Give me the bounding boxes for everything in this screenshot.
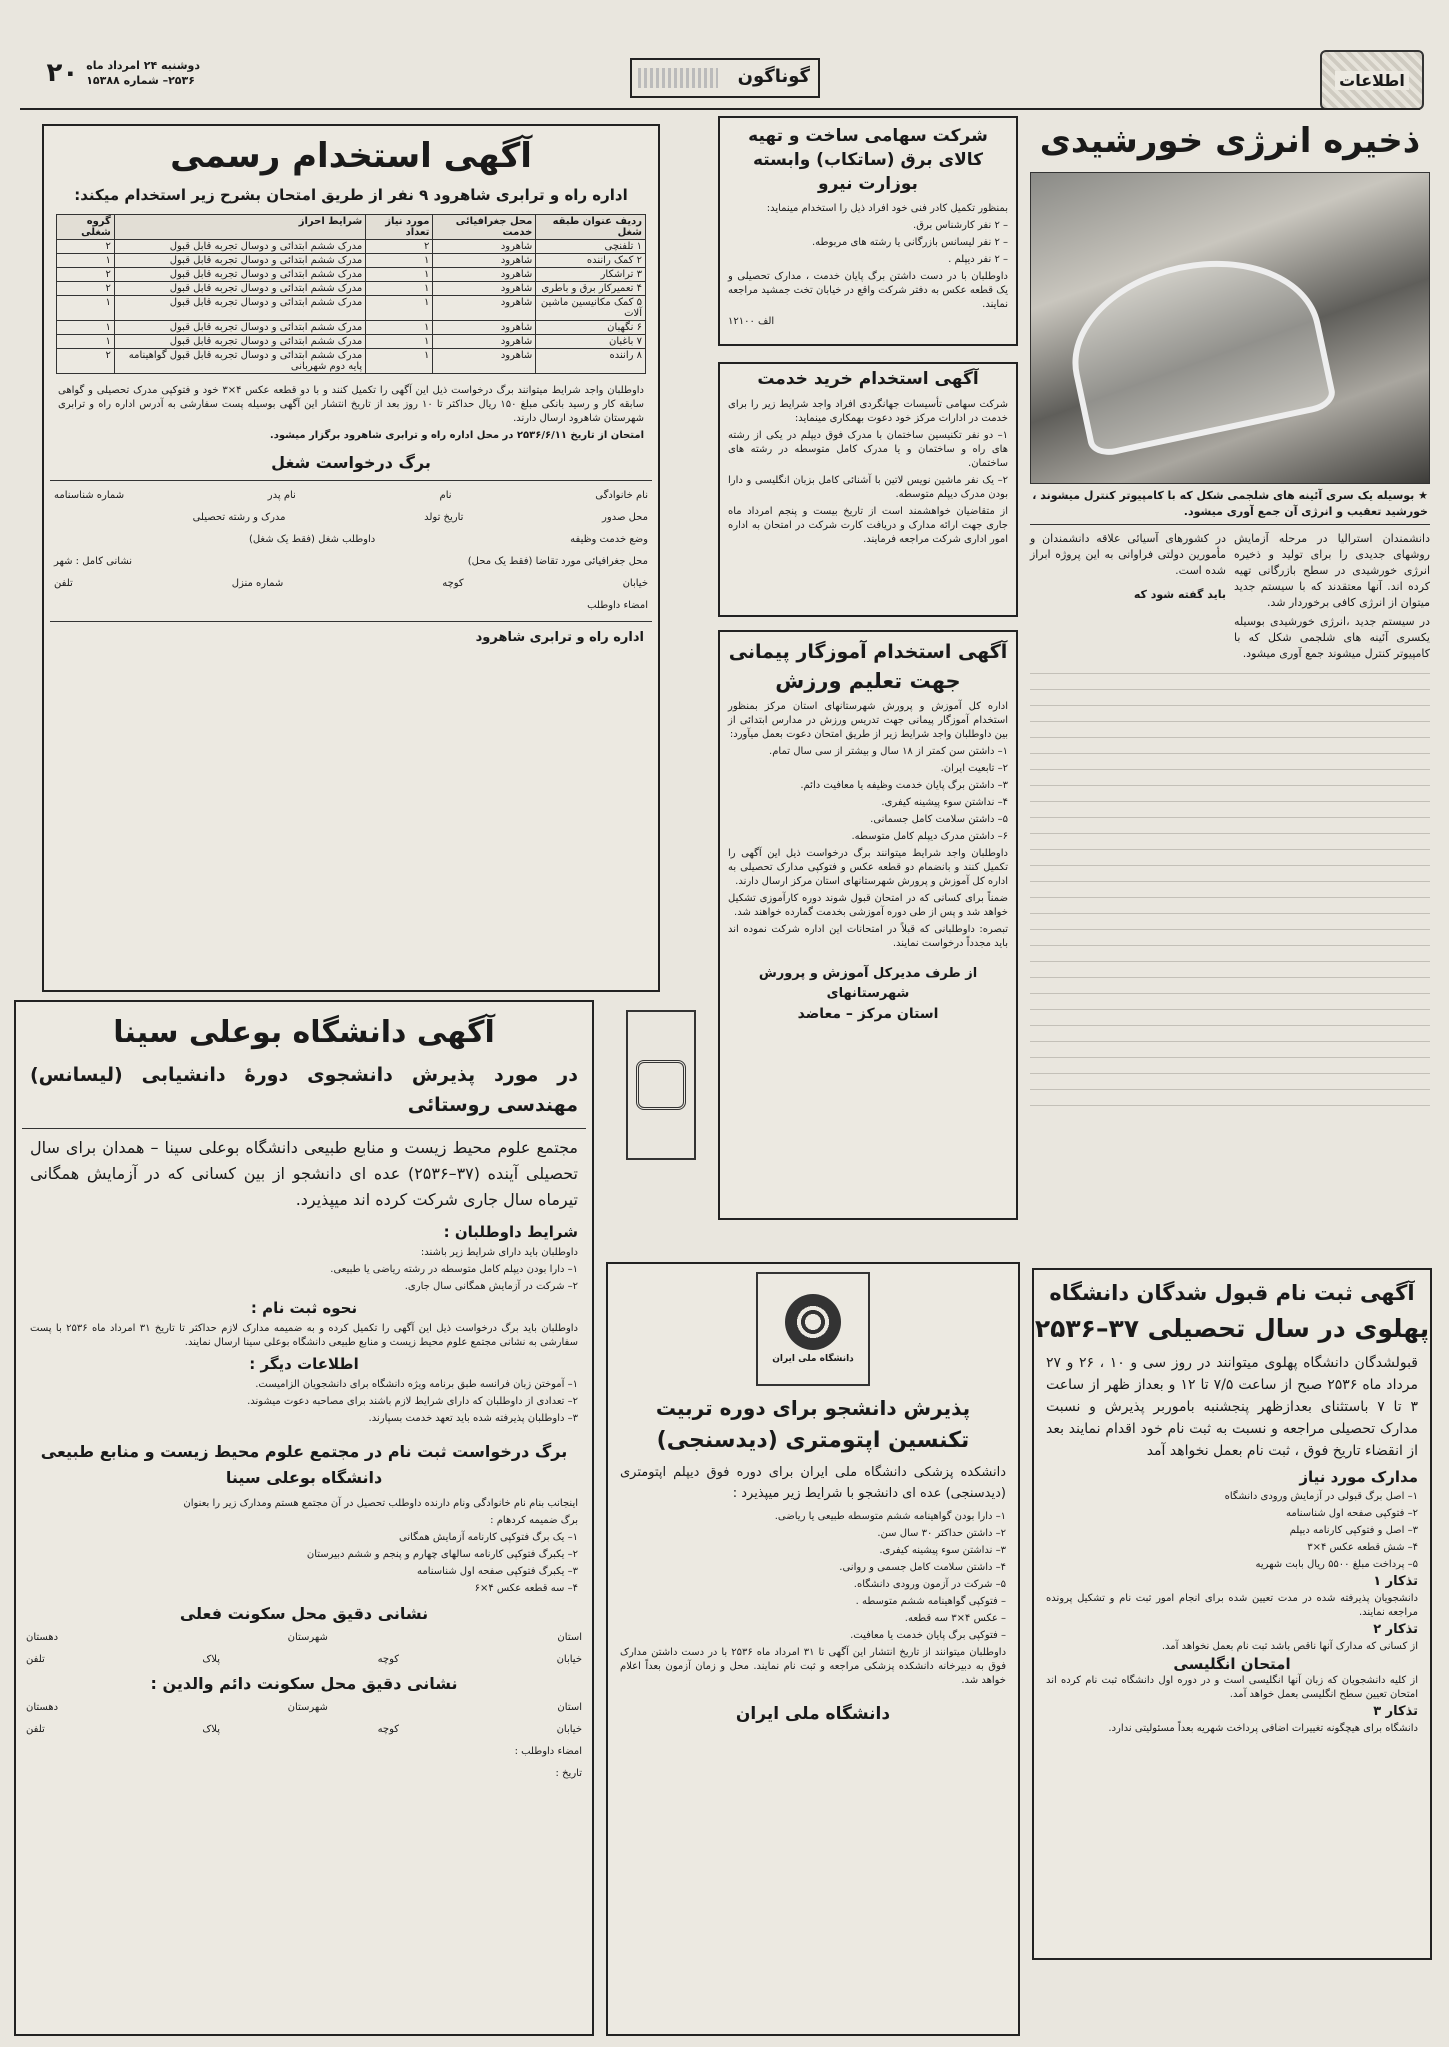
optometry-ad [606, 1262, 1020, 2036]
form-row [54, 507, 648, 529]
form-label: داوطلب شغل (فقط یک شغل) [248, 534, 376, 545]
solar-filler-text [1030, 673, 1430, 1113]
service-ad [718, 362, 1018, 617]
form-label: امضاء داوطلب : [514, 1746, 582, 1757]
table-cell: شاهرود [433, 254, 536, 268]
table-cell: ۱ [366, 335, 433, 349]
pahlavi-doc: ۵– پرداخت مبلغ ۵۵۰۰ ریال بابت شهریه [1255, 1559, 1418, 1570]
form-label: تلفن [26, 1724, 45, 1735]
pahlavi-note-title: تذکار ۲ [1373, 1622, 1418, 1637]
form-label: شهرستان [287, 1702, 328, 1713]
bualisina-info: ۳– داوطلبان پذیرفته شده باید تعهد خدمت بسپارند. [368, 1413, 578, 1424]
issue-line: ۲۵۳۶– شماره ۱۵۳۸۸ [86, 74, 195, 87]
official-employment-ad [42, 124, 660, 992]
bualisina-title: آگهی دانشگاه بوعلی سینا [113, 1015, 495, 1050]
table-cell: ۱ [366, 321, 433, 335]
form-row [54, 595, 648, 617]
service-paragraph: شرکت سهامی تأسیسات جهانگردی افراد واجد شرایط زیر را برای خدمت در ادارات مرکز خود دعوت بهمکاری مینماید: [728, 399, 1008, 424]
official-application-form [44, 485, 658, 617]
table-cell: شاهرود [433, 240, 536, 254]
optometry-title-1: پذیرش دانشجو برای دوره تربیت [655, 1396, 971, 1420]
form-label: کوچه [377, 1724, 400, 1735]
bualisina-ad [14, 1000, 594, 2036]
optometry-title-2: تکنسین اپتومتری (دیدسنجی) [656, 1428, 970, 1453]
form-label: خیابان [556, 1654, 582, 1665]
teacher-paragraph: ۵– داشتن سلامت کامل جسمانی. [870, 814, 1008, 825]
table-header: گروه شغلی [57, 215, 115, 240]
page-header-info [30, 58, 200, 102]
solar-paragraph: در سیستم جدید ،انرژی خورشیدی بوسیله یکسری آئینه های شلجمی شکل که با کامپیوتر کنترل میشوند جمع آوری میشود. [1234, 615, 1430, 660]
satkab-title: شرکت سهامی ساخت و تهیه کالای برق (ساتکاب) وابسته بوزارت نیرو [748, 126, 988, 194]
teacher-paragraph: ۱– داشتن سن کمتر از ۱۸ سال و بیشتر از سی سال تمام. [769, 746, 1008, 757]
table-cell: ۲ [57, 282, 115, 296]
optometry-condition: ۴– داشتن سلامت کامل جسمی و روانی. [839, 1562, 1006, 1573]
solar-paragraph: دانشمندان استرالیا در مرحله آزمایش روشهای جدیدی را برای تولید و ذخیره انرژی خورشیدی در سطح بازرگانی تهیه کرده اند. آنها معتقدند که با سیستم جدید میتوان از انرژی کافی برخوردار شد. [1234, 532, 1430, 609]
table-cell: مدرک ششم ابتدائی و دوسال تجربه قابل قبول [114, 282, 365, 296]
logo-text: اطلاعات [1335, 71, 1409, 90]
form-label: دهستان [26, 1702, 59, 1713]
teacher-paragraph: داوطلبان واجد شرایط میتوانند برگ درخواست ذیل این آگهی را تکمیل کنند و بانضمام دو قطعه عکس و فتوکپی مدارک تحصیلی به اداره کل آموزش و پرورش شهرستانهای استان مرکز ارسال دارند. [728, 848, 1008, 887]
table-cell: مدرک ششم ابتدائی و دوسال تجربه قابل قبول [114, 296, 365, 321]
bualisina-registration: داوطلبان باید برگ درخواست ذیل این آگهی را تکمیل کرده و به ضمیمه مدارک لازم حداکثر تا تاریخ ۳۱ امرداد ماه ۲۵۳۶ با پست سفارشی به نشانی مجتمع علوم محیط زیست و منابع طبیعی دانشگاه بوعلی سینا ارسال نمایند. [30, 1323, 579, 1348]
service-paragraph: ۲– یک نفر ماشین نویس لاتین با آشنائی کامل بزبان انگلیسی و دارا بودن مدرک دیپلم متوسطه. [728, 475, 1008, 500]
page-number: ۲۰ [46, 58, 79, 88]
optometry-doc: – فتوکپی برگ پایان خدمت یا معافیت. [850, 1630, 1006, 1641]
satkab-item: – ۲ نفر کارشناس برق. [913, 220, 1008, 231]
pahlavi-ad [1032, 1268, 1432, 1960]
address-fields [16, 1627, 592, 1671]
form-label: کوچه [442, 578, 464, 589]
pahlavi-doc: ۴– شش قطعه عکس ۴×۳ [1307, 1542, 1418, 1553]
form-label: شماره شناسنامه [54, 490, 125, 501]
optometry-condition: ۱– دارا بودن گواهینامه ششم متوسطه طبیعی یا ریاضی. [774, 1511, 1006, 1522]
table-row [57, 349, 646, 374]
official-positions-table [56, 214, 646, 374]
table-cell: شاهرود [433, 321, 536, 335]
pahlavi-doc: ۳– اصل و فتوکپی کارنامه دیپلم [1289, 1525, 1418, 1536]
form-label: امضاء داوطلب [587, 600, 648, 611]
table-cell: ۱ [366, 296, 433, 321]
table-cell: ۲ [57, 268, 115, 282]
optometry-condition: ۵– شرکت در آزمون ورودی دانشگاه. [853, 1579, 1006, 1590]
solar-article [1030, 116, 1430, 1226]
bualisina-conditions-title: شرایط داوطلبان : [443, 1223, 578, 1241]
emblem-shape [636, 1060, 686, 1110]
bualisina-permanent-title: نشانی دقیق محل سکونت دائم والدین : [150, 1674, 458, 1693]
bualisina-condition: داوطلبان باید دارای شرایط زیر باشند: [420, 1247, 578, 1258]
form-label: استان [557, 1702, 582, 1713]
table-cell: مدرک ششم ابتدائی و دوسال تجربه قابل قبول [114, 240, 365, 254]
flower-emblem-icon [785, 1294, 841, 1350]
teacher-paragraph: ضمناً برای کسانی که در امتحان قبول شوند دوره کارآموزی تشکیل خواهد شد و پس از طی دوره آموزشی بخدمت گمارده خواهند شد. [728, 893, 1008, 918]
optometry-body: داوطلبان میتوانند از تاریخ انتشار این آگهی تا ۳۱ امرداد ماه ۲۵۳۶ با در دست داشتن مدارک فوق به دبیرخانه دانشکده پزشکی مراجعه و ثبت نام نمایند. محل و زمان آزمون بعداً اعلام خواهد شد. [620, 1647, 1007, 1686]
form-label: تاریخ : [555, 1768, 582, 1779]
table-cell: ۱ [57, 335, 115, 349]
optometry-signature: دانشگاه ملی ایران [735, 1704, 891, 1724]
optometry-condition: ۲– داشتن حداکثر ۳۰ سال سن. [877, 1528, 1006, 1539]
form-label: نشانی کامل : شهر [54, 556, 133, 567]
table-cell: شاهرود [433, 268, 536, 282]
table-cell: ۸ راننده [536, 349, 646, 374]
table-cell: ۲ [57, 349, 115, 374]
table-row [57, 296, 646, 321]
bualisina-form-line: اینجانب بنام نام خانوادگی ونام دارنده داوطلب تحصیل در آن مجتمع هستم ومدارک زیر را بعنوان [183, 1498, 578, 1509]
solar-footer: باید گفته شود که [1133, 588, 1226, 601]
table-cell: ۵ کمک مکانیسین ماشین آلات [536, 296, 646, 321]
permanent-address-fields [16, 1697, 592, 1785]
pahlavi-docs-title: مدارک مورد نیاز [1299, 1468, 1418, 1486]
solar-paragraph: در کشورهای آسیائی علاقه دانشمندان و مأمورین دولتی فراوانی به این پروژه ابراز شده است. [1030, 532, 1226, 577]
solar-title: ذخیره انرژی خورشیدی [1039, 121, 1421, 161]
bualisina-info: ۲– تعدادی از داوطلبان که دارای شرایط لازم باشند برای مصاحبه دعوت میشوند. [247, 1396, 578, 1407]
table-header: مورد نیاز تعداد [366, 215, 433, 240]
table-cell: ۱ [366, 254, 433, 268]
form-label: استان [557, 1632, 582, 1643]
solar-column-right [1234, 531, 1430, 665]
table-cell: ۱ [57, 296, 115, 321]
solar-photo [1030, 172, 1430, 484]
table-cell: ۱ [57, 321, 115, 335]
table-cell: مدرک ششم ابتدائی و دوسال تجربه قابل قبول [114, 335, 365, 349]
teacher-paragraph: اداره کل آموزش و پرورش شهرستانهای استان مرکز بمنظور استخدام آموزگار پیمانی جهت تدریس ورزش در مدارس ابتدائی از بین داوطلبان واجد شرایط زیر از طریق امتحان دعوت بعمل میآورد: [728, 701, 1008, 740]
pahlavi-note-title: تذکار ۳ [1373, 1704, 1418, 1719]
pahlavi-note: از کسانی که مدارک آنها ناقص باشد ثبت نام بعمل نخواهد آمد. [1161, 1641, 1418, 1652]
form-label: نام پدر [267, 490, 296, 501]
form-label: خیابان [556, 1724, 582, 1735]
pahlavi-doc: ۱– اصل برگ قبولی در آزمایش ورودی دانشگاه [1224, 1491, 1418, 1502]
official-title: آگهی استخدام رسمی [170, 136, 532, 176]
bualisina-info: ۱– آموختن زبان فرانسه طبق برنامه ویژه دانشگاه برای دانشجویان الزامیست. [255, 1379, 578, 1390]
optometry-doc: – فتوکپی گواهینامه ششم متوسطه . [855, 1596, 1006, 1607]
form-label: شماره منزل [231, 578, 284, 589]
table-row [57, 321, 646, 335]
table-cell: مدرک ششم ابتدائی و دوسال تجربه قابل قبول گواهینامه پایه دوم شهربانی [114, 349, 365, 374]
form-row [54, 573, 648, 595]
official-body: داوطلبان واجد شرایط میتوانند برگ درخواست ذیل این آگهی را تکمیل کنند و با دو قطعه عکس ۴×۳ خود و فتوکپی مدرک تحصیلی و گواهی سابقه کار و رسید بانکی مبلغ ۱۵۰ ریال حداکثر تا ۱۰ روز بعد از تاریخ انتشار این آگهی بوسیله پست سفارشی به آدرس اداره راه و ترابری شهرستان شاهرود ارسال دارند. [58, 385, 645, 424]
pahlavi-exam-title: امتحان انگلیسی [1173, 1655, 1291, 1673]
satkab-item: – ۲ نفر لیسانس بازرگانی یا رشته های مربوطه. [811, 237, 1008, 248]
table-cell: ۱ [57, 254, 115, 268]
table-cell: ۱ [366, 268, 433, 282]
form-label: محل جغرافیائی مورد تقاضا (فقط یک محل) [467, 556, 648, 567]
table-cell: شاهرود [433, 296, 536, 321]
optometry-logo-text: دانشگاه ملی ایران [772, 1354, 854, 1364]
teacher-signature-2: استان مرکز – معاضد [797, 1006, 939, 1022]
form-label: نام [439, 490, 452, 501]
official-signature: اداره راه و ترابری شاهرود [475, 630, 644, 645]
masthead-ornament [638, 68, 718, 88]
table-cell: ۳ تراشکار [536, 268, 646, 282]
table-cell: مدرک ششم ابتدائی و دوسال تجربه قابل قبول [114, 254, 365, 268]
table-row [57, 254, 646, 268]
optometry-logo [756, 1272, 870, 1386]
form-label: تاریخ تولد [424, 512, 464, 523]
table-row [57, 240, 646, 254]
satkab-code: الف ۱۲۱۰۰ [728, 316, 775, 327]
ministry-emblem [626, 1010, 696, 1160]
form-label: خیابان [622, 578, 648, 589]
table-cell: ۶ نگهبان [536, 321, 646, 335]
table-cell: ۱ [366, 349, 433, 374]
mirror-array-shape [1056, 239, 1338, 460]
table-cell: ۲ [366, 240, 433, 254]
form-label: نام خانوادگی [595, 490, 648, 501]
bualisina-form-title: برگ درخواست ثبت نام در مجتمع علوم محیط زیست و منابع طبیعی دانشگاه بوعلی سینا [40, 1442, 568, 1487]
bualisina-form-line: ۲– یکبرگ فتوکپی کارنامه سالهای چهارم و پنجم و ششم دبیرستان [306, 1549, 578, 1560]
table-cell: شاهرود [433, 282, 536, 296]
teacher-title-2: جهت تعلیم ورزش [775, 669, 961, 693]
teacher-paragraph: ۴– نداشتن سوء پیشینه کیفری. [881, 797, 1008, 808]
form-label: مدرک و رشته تحصیلی [192, 512, 286, 523]
pahlavi-title-2: پهلوی در سال تحصیلی ۳۷–۲۵۳۶ [1034, 1314, 1430, 1343]
table-row [57, 282, 646, 296]
optometry-doc: – عکس ۴×۳ سه قطعه. [904, 1613, 1006, 1624]
teacher-title-1: آگهی استخدام آموزگار پیمانی [728, 641, 1008, 663]
optometry-condition: ۳– نداشتن سوء پیشینه کیفری. [879, 1545, 1006, 1556]
service-title: آگهی استخدام خرید خدمت [757, 369, 979, 389]
table-row [57, 335, 646, 349]
bualisina-form-line: ۳– یکبرگ فتوکپی صفحه اول شناسنامه [417, 1566, 578, 1577]
pahlavi-note-title: تذکار ۱ [1373, 1574, 1418, 1589]
teacher-paragraph: ۳– داشتن برگ پایان خدمت وظیفه یا معافیت دائم. [800, 780, 1008, 791]
bualisina-condition: ۱– دارا بودن دیپلم کامل متوسطه در رشته ریاضی یا طبیعی. [330, 1264, 578, 1275]
satkab-ad [718, 116, 1018, 346]
solar-column-left [1030, 531, 1226, 665]
form-label: پلاک [202, 1724, 221, 1735]
form-label: شهرستان [287, 1632, 328, 1643]
satkab-intro: بمنظور تکمیل کادر فنی خود افراد ذیل را استخدام مینماید: [766, 203, 1008, 214]
bualisina-form-line: ۴– سه قطعه عکس ۴×۶ [474, 1583, 578, 1594]
satkab-item: – ۲ نفر دیپلم . [948, 254, 1008, 265]
table-cell: ۲ [57, 240, 115, 254]
bualisina-condition: ۲– شرکت در آزمایش همگانی سال جاری. [404, 1281, 578, 1292]
solar-caption: ★ بوسیله یک سری آئینه های شلجمی شکل که با کامپیوتر کنترل میشوند ، خورشید تعقیب و انرژی آن جمع آوری میشود. [1030, 484, 1430, 525]
teacher-paragraph: ۲– تابعیت ایران. [940, 763, 1008, 774]
pahlavi-exam: از کلیه دانشجویان که زبان آنها انگلیسی است و در دوره اول دانشگاه ثبت نام کرده اند امتحان تعیین سطح انگلیسی بعمل خواهد آمد. [1046, 1675, 1418, 1700]
header-rule [20, 108, 1420, 110]
pahlavi-title-1: آگهی ثبت نام قبول شدگان دانشگاه [1049, 1281, 1415, 1305]
pahlavi-intro: قبولشدگان دانشگاه پهلوی میتوانند در روز سی و ۱۰ ، ۲۶ و ۲۷ مرداد ماه ۲۵۳۶ صبح از ساعت ۷/۵ تا ۱۲ و بعداز ظهر از ساعت ۳ تا ۷ باستثنای بعدازظهر پنجشنبه باموربر پذیرش و نسبت مدارک تحصیلی مراجعه و نسبت به ثبت نام خود اقدام نمایند بعد از انقضاء تاریخ فوق ، ثبت نام بعمل نخواهد آمد [1046, 1355, 1419, 1459]
official-form-title: برگ درخواست شغل [271, 453, 431, 472]
table-cell: ۱ تلفنچی [536, 240, 646, 254]
service-paragraph: از متقاضیان خواهشمند است از تاریخ بیست و پنجم امرداد ماه جاری جهت ارائه مدارک و دریافت کارت شرکت در امتحان به اداره امور اداری شرکت مراجعه فرمایند. [728, 506, 1008, 545]
bualisina-intro: مجتمع علوم محیط زیست و منابع طبیعی دانشگاه بوعلی سینا – همدان برای سال تحصیلی آینده (۳۷–۲۵۳۶) عده ای دانشجو از بین کسانی که در آزمایش همگانی تیرماه سال جاری شرکت کرده اند میپذیرد. [30, 1138, 578, 1209]
table-header: ردیف عنوان طبقه شغل [536, 215, 646, 240]
teacher-paragraph: ۶– داشتن مدرک دیپلم کامل متوسطه. [851, 831, 1008, 842]
logo-emblem [1320, 50, 1424, 110]
table-cell: شاهرود [433, 335, 536, 349]
form-label: پلاک [202, 1654, 221, 1665]
section-masthead [630, 58, 820, 98]
teacher-paragraph: تبصره: داوطلبانی که قبلاً در امتحانات این اداره شرکت نموده اند باید مجدداً درخواست نمایند. [728, 924, 1008, 949]
table-header: محل جغرافیائی خدمت [433, 215, 536, 240]
bualisina-lead: در مورد پذیرش دانشجوی دورهٔ دانشیابی (لیسانس) مهندسی روستائی [30, 1064, 578, 1116]
table-header: شرایط احراز [114, 215, 365, 240]
table-cell: شاهرود [433, 349, 536, 374]
optometry-intro: دانشکده پزشکی دانشگاه ملی ایران برای دوره فوق دیپلم اپتومتری (دیدسنجی) عده ای دانشجو با شرایط زیر میپذیرد : [620, 1465, 1006, 1501]
table-cell: ۱ [366, 282, 433, 296]
bualisina-form-line: برگ ضمیمه کردهام : [490, 1515, 578, 1526]
official-subtitle: اداره راه و ترابری شاهرود ۹ نفر از طریق امتحان بشرح زیر استخدام میکند: [74, 186, 628, 204]
bualisina-address-title: نشانی دقیق محل سکونت فعلی [179, 1604, 429, 1623]
form-label: تلفن [54, 578, 73, 589]
section-title: گوناگون [737, 66, 810, 87]
form-label: دهستان [26, 1632, 59, 1643]
bualisina-info-title: اطلاعات دیگر : [249, 1355, 359, 1373]
date-line: دوشنبه ۲۴ امرداد ماه [86, 59, 200, 72]
pahlavi-note: دانشگاه برای هیچگونه تغییرات اضافی پرداخت شهریه بعداً مسئولیتی ندارد. [1108, 1723, 1418, 1734]
form-label: تلفن [26, 1654, 45, 1665]
table-row [57, 268, 646, 282]
pahlavi-doc: ۲– فتوکپی صفحه اول شناسنامه [1285, 1508, 1418, 1519]
teacher-signature-1: از طرف مدیرکل آموزش و پرورش شهرستانهای [758, 966, 978, 1001]
form-row [54, 485, 648, 507]
form-label: وضع خدمت وظیفه [570, 534, 648, 545]
form-label: کوچه [377, 1654, 400, 1665]
form-label: محل صدور [602, 512, 648, 523]
form-row [54, 551, 648, 573]
table-cell: ۲ کمک راننده [536, 254, 646, 268]
service-paragraph: ۱– دو نفر تکنیسین ساختمان با مدرک فوق دیپلم در یکی از رشته های راه و ساختمان و یا مدرک کامل متوسطه در رشته های ساختمان. [728, 430, 1008, 469]
table-cell: مدرک ششم ابتدائی و دوسال تجربه قابل قبول [114, 268, 365, 282]
teacher-ad [718, 630, 1018, 1220]
table-cell: مدرک ششم ابتدائی و دوسال تجربه قابل قبول [114, 321, 365, 335]
official-exam-note: امتحان از تاریخ ۲۵۳۶/۶/۱۱ در محل اداره راه و ترابری شاهرود برگزار میشود. [269, 430, 644, 441]
table-cell: ۷ باغبان [536, 335, 646, 349]
satkab-body: داوطلبان با در دست داشتن برگ پایان خدمت ، مدارک تحصیلی و یک قطعه عکس به دفتر شرکت واقع در خیابان تخت جمشید مراجعه نمایند. [728, 271, 1008, 310]
table-cell: ۴ تعمیرکار برق و باطری [536, 282, 646, 296]
pahlavi-note: دانشجویان پذیرفته شده در مدت تعیین شده برای انجام امور ثبت نام و تشکیل پرونده مراجعه نمایند. [1046, 1593, 1418, 1618]
form-row [54, 529, 648, 551]
bualisina-form-line: ۱– یک برگ فتوکپی کارنامه آزمایش همگانی [399, 1532, 578, 1543]
bualisina-registration-title: نحوه ثبت نام : [250, 1299, 358, 1317]
